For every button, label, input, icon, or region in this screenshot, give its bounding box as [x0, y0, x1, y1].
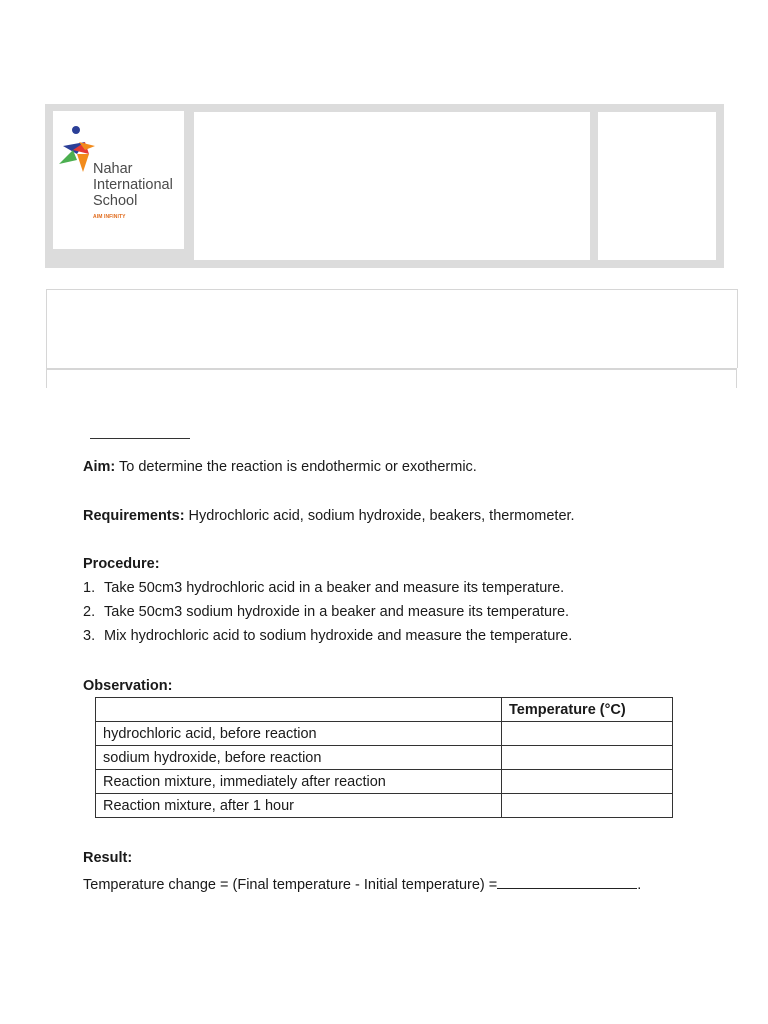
info-border-right: [736, 368, 737, 388]
result-blank[interactable]: [497, 874, 637, 889]
procedure-step: [83, 627, 572, 645]
requirements-paragraph: [83, 507, 575, 525]
logo-cell: [53, 111, 184, 249]
procedure-heading: [83, 555, 160, 573]
header-band: [45, 104, 724, 268]
result-line: [83, 874, 641, 894]
table-cell[interactable]: [502, 722, 673, 746]
table-cell: Reaction mixture, immediately after reaction: [96, 770, 502, 794]
result-label: Result:: [83, 850, 133, 866]
result-trailing: .: [637, 877, 642, 893]
table-row: [96, 794, 673, 818]
table-row: [96, 722, 673, 746]
info-border-left: [46, 368, 47, 388]
header-right-cell: [598, 112, 716, 260]
aim-text: To determine the reaction is endothermic or exothermic.: [115, 459, 477, 475]
observation-label: Observation:: [83, 678, 173, 694]
procedure-step-text: Take 50cm3 sodium hydroxide in a beaker and measure its temperature.: [104, 604, 570, 620]
procedure-step-text: Take 50cm3 hydrochloric acid in a beaker and measure its temperature.: [104, 580, 565, 596]
table-row: [96, 746, 673, 770]
aim-paragraph: [83, 458, 477, 476]
procedure-step-number: 3.: [83, 628, 96, 644]
table-header-row: [96, 698, 673, 722]
table-cell: Reaction mixture, after 1 hour: [96, 794, 502, 818]
table-header-cell: Temperature (°C): [502, 698, 673, 722]
observation-heading: [83, 677, 172, 695]
procedure-step-text: Mix hydrochloric acid to sodium hydroxide and measure the temperature.: [104, 628, 573, 644]
header-title-cell: [194, 112, 590, 260]
title-blank-line: [90, 438, 190, 439]
school-tagline: AIM INFINITY: [93, 214, 126, 220]
school-name: [93, 161, 173, 209]
result-text: Temperature change = (Final temperature - Initial temperature) =: [83, 877, 498, 893]
result-heading: [83, 849, 132, 867]
requirements-label: Requirements:: [83, 508, 185, 524]
table-row: [96, 770, 673, 794]
table-cell: sodium hydroxide, before reaction: [96, 746, 502, 770]
table-cell[interactable]: [502, 746, 673, 770]
table-cell[interactable]: [502, 770, 673, 794]
table-cell[interactable]: [502, 794, 673, 818]
info-box: [46, 289, 738, 368]
procedure-step-number: 2.: [83, 604, 96, 620]
procedure-step-number: 1.: [83, 580, 96, 596]
procedure-step: [83, 579, 564, 597]
procedure-label: Procedure:: [83, 556, 160, 572]
procedure-step: [83, 603, 569, 621]
observation-table: [95, 697, 673, 818]
requirements-text: Hydrochloric acid, sodium hydroxide, beakers, thermometer.: [184, 508, 575, 524]
table-header-cell: [96, 698, 502, 722]
school-name-line2: International: [93, 177, 173, 193]
school-name-line1: Nahar: [93, 161, 133, 177]
aim-label: Aim:: [83, 459, 116, 475]
info-divider: [46, 368, 736, 370]
table-cell: hydrochloric acid, before reaction: [96, 722, 502, 746]
school-name-line3: School: [93, 193, 138, 209]
